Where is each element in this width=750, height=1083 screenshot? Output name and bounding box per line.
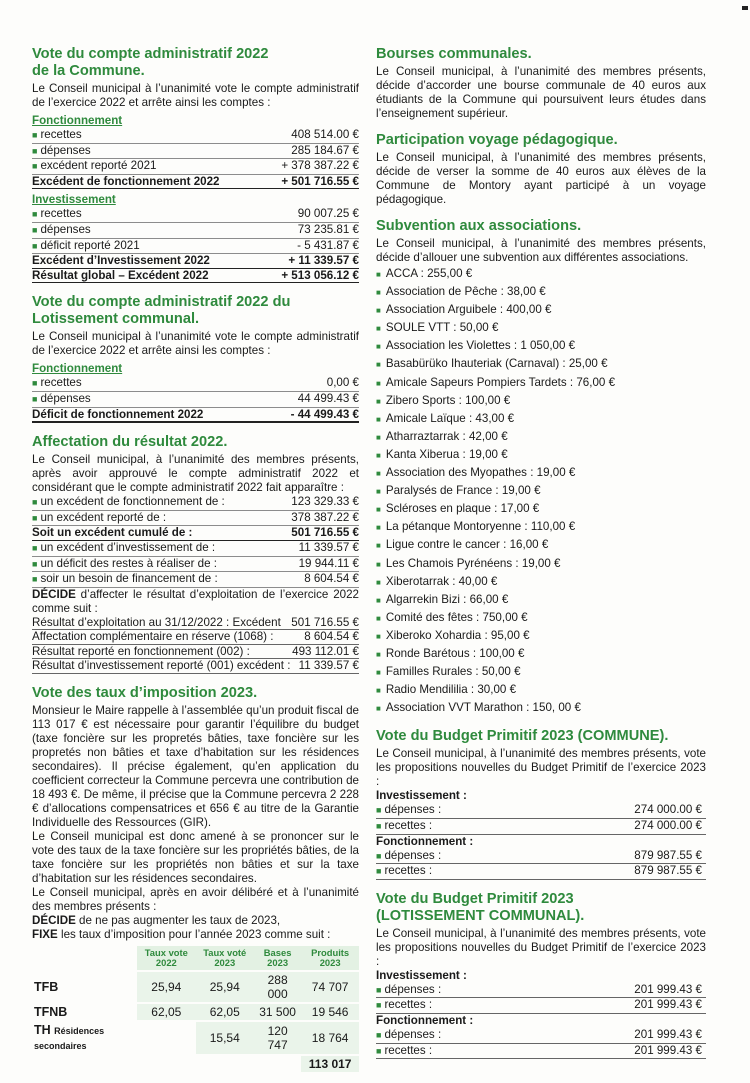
header-taux-2022: Taux vote 2022 <box>137 946 195 971</box>
label-fonctionnement: Fonctionnement : <box>376 834 474 848</box>
square-bullet-icon: ■ <box>376 866 382 877</box>
section-ca-commune <box>32 46 359 283</box>
right-column <box>376 46 706 1070</box>
square-bullet-icon: ■ <box>32 209 38 220</box>
row-value: - 5 431.87 € <box>297 238 359 252</box>
table-row <box>32 207 359 223</box>
taux-paragraph-1: Monsieur le Maire rappelle à l’assemblée qu’un produit fiscal de 113 017 € est nécessaire pour garantir l’équilibre du budget (taxe foncière sur les propretés bâties, taxe foncière sur les propretés non bâties et taxe d’habitation sur les résidences secondaires). Il précise également, qu’en application du coefficient correcteur la Commune percevra une contribution de 18 493 €. De même, il précise que la Commune percevra 2 228 € d’allocations compensatrices et 656 € au titre de la Garantie Individuelle des Ressources (GIR). <box>32 704 359 830</box>
section-title: Vote du compte administratif 2022 du Lotissement communal. <box>32 294 291 328</box>
tax-code: TH <box>34 1023 51 1038</box>
invest-total: Excédent d’Investissement 2022 + 11 339.57 € <box>32 254 359 268</box>
label-fonctionnement: Fonctionnement : <box>376 1013 474 1027</box>
empty-cell <box>137 1055 195 1072</box>
association-text: Ligue contre le cancer : 16,00 € <box>385 538 549 552</box>
list-item <box>376 681 706 699</box>
table-cell: 18 764 <box>301 1021 359 1055</box>
row-value: 90 007.25 € <box>297 207 359 221</box>
row-value: 408 514.00 € <box>291 128 359 141</box>
association-text: Comité des fêtes : 750,00 € <box>385 610 528 624</box>
subheading-fonctionnement: Fonctionnement <box>32 362 123 376</box>
square-bullet-icon: ■ <box>32 224 38 235</box>
row-value: 201 999.43 € <box>634 1043 702 1057</box>
row-value: 879 987.55 € <box>634 848 702 862</box>
table-row <box>32 239 359 255</box>
table-cell: 25,94 <box>196 971 254 1003</box>
row-label <box>32 239 140 254</box>
association-text: Les Chamois Pyrénéens : 19,00 € <box>385 556 561 570</box>
row-label <box>32 207 82 222</box>
list-item <box>376 663 706 681</box>
row-value: 285 184.67 € <box>291 143 359 157</box>
table-row <box>32 495 359 511</box>
row-label <box>32 572 218 587</box>
square-bullet-icon: ■ <box>376 414 381 424</box>
section-title: Affectation du résultat 2022. <box>32 434 228 451</box>
header-produits-2023: Produits 2023 <box>301 946 359 971</box>
list-item <box>376 428 706 446</box>
row-label-text: un excédent de fonctionnement de : <box>40 495 225 509</box>
row-label: Résultat reporté en fonctionnement (002) : <box>32 644 250 658</box>
section-title: Bourses communales. <box>376 46 532 62</box>
table-cell: 19 546 <box>301 1003 359 1021</box>
table-row <box>32 645 359 660</box>
list-item <box>376 446 706 464</box>
row-label-text: dépenses : <box>384 803 442 817</box>
square-bullet-icon: ■ <box>376 984 382 995</box>
row-label-text: soir un besoin de financement de : <box>40 572 218 586</box>
table-cell: 62,05 <box>196 1003 254 1021</box>
association-text: Amicale Sapeurs Pompiers Tardets : 76,00 € <box>385 375 616 389</box>
invest-rows <box>32 207 359 254</box>
square-bullet-icon: ■ <box>376 686 381 696</box>
square-bullet-icon: ■ <box>376 306 381 316</box>
association-text: Xiberoko Xohardia : 95,00 € <box>385 628 530 642</box>
table-cell: 120 747 <box>254 1021 301 1055</box>
square-bullet-icon: ■ <box>376 505 381 515</box>
fonct-rows <box>32 128 359 175</box>
square-bullet-icon: ■ <box>376 288 381 298</box>
row-value: 274 000.00 € <box>634 803 702 817</box>
row-label-text: recettes : <box>384 1043 433 1057</box>
row-label-text: dépenses <box>40 222 91 236</box>
table-row <box>32 159 359 175</box>
association-text: Association des Myopathes : 19,00 € <box>385 466 576 480</box>
row-label-text: recettes <box>40 128 82 141</box>
section-title: Subvention aux associations. <box>376 218 582 234</box>
row-label <box>376 803 441 818</box>
association-text: Paralysés de France : 19,00 € <box>385 484 541 498</box>
affect-rows-2 <box>32 541 359 588</box>
table-row <box>376 864 706 880</box>
header-blank <box>32 946 137 971</box>
taux-paragraph-3: Le Conseil municipal, après en avoir délibéré et à l’unanimité des membres présents : <box>32 886 359 914</box>
global-total: Résultat global – Excédent 2022 + 513 056.12 € <box>32 268 359 282</box>
row-label <box>32 159 156 174</box>
square-bullet-icon: ■ <box>376 1045 382 1056</box>
list-item <box>376 699 706 717</box>
fonct-total: Excédent de fonctionnement 2022 + 501 716.55 € <box>32 174 359 188</box>
square-bullet-icon: ■ <box>32 161 38 172</box>
taux-table-body <box>32 971 359 1072</box>
row-value: 11 339.57 € <box>298 659 359 673</box>
square-bullet-icon: ■ <box>376 360 381 370</box>
section-affectation <box>32 434 359 674</box>
row-value: 201 999.43 € <box>634 998 702 1012</box>
square-bullet-icon: ■ <box>376 820 382 831</box>
section-text: Le Conseil municipal, à l’unanimité des membres présents, décide de verser la somme de 40 euros aux élèves de la Commune de Montory ayant participé à un voyage pédagogique. <box>376 151 706 206</box>
square-bullet-icon: ■ <box>376 704 381 714</box>
row-value: 493 112.01 € <box>292 644 359 658</box>
row-label-text: dépenses : <box>384 848 442 862</box>
association-text: Algarrekin Bizi : 66,00 € <box>385 592 509 606</box>
square-bullet-icon: ■ <box>376 631 381 641</box>
row-label-text: recettes <box>40 207 82 221</box>
tax-sub: Résidences secondaires <box>34 1026 105 1052</box>
square-bullet-icon: ■ <box>32 145 38 156</box>
row-label-text: dépenses <box>40 143 91 157</box>
section-title: Vote du Budget Primitif 2023 (COMMUNE). <box>376 728 669 745</box>
table-row <box>32 144 359 160</box>
square-bullet-icon: ■ <box>376 649 381 659</box>
row-label: Résultat d’exploitation au 31/12/2022 : Excédent <box>32 615 281 629</box>
square-bullet-icon: ■ <box>376 1000 382 1011</box>
list-item <box>376 337 706 355</box>
row-value: + 378 387.22 € <box>281 159 359 173</box>
row-label <box>376 998 432 1013</box>
section-title: Vote du compte administratif 2022 de la Commune. <box>32 46 269 79</box>
subheading-investissement: Investissement <box>32 193 116 207</box>
row-label-text: déficit reporté 2021 <box>40 238 140 252</box>
total-row <box>32 1055 359 1072</box>
list-item <box>376 374 706 392</box>
row-label-text: recettes : <box>384 998 433 1012</box>
association-list <box>376 265 706 717</box>
intro-text: Le Conseil municipal à l’unanimité vote le compte administratif de l’exercice 2022 et arrête ainsi les comptes : <box>32 330 359 358</box>
square-bullet-icon: ■ <box>32 130 38 140</box>
fixe-text: FIXE les taux d’imposition pour l’année 2023 comme suit : <box>32 928 331 942</box>
list-item <box>376 355 706 373</box>
list-item <box>376 392 706 410</box>
empty-cell <box>32 1055 137 1072</box>
row-label <box>32 557 217 572</box>
intro-text: Le Conseil municipal, à l’unanimité des membres présents, après avoir approuvé le compte administratif 2022 et considérant que le compte administratif 2022 fait apparaître : <box>32 453 359 495</box>
section-title: Participation voyage pédagogique. <box>376 132 618 148</box>
list-item <box>376 573 706 591</box>
association-text: Kanta Xiberua : 19,00 € <box>385 447 508 461</box>
association-text: Xiberotarrak : 40,00 € <box>385 574 498 588</box>
association-text: Association Arguibele : 400,00 € <box>385 303 552 317</box>
table-cell: 25,94 <box>137 971 195 1003</box>
row-label <box>32 376 82 391</box>
square-bullet-icon: ■ <box>376 523 381 533</box>
table-row <box>32 971 359 1003</box>
list-item <box>376 301 706 319</box>
section-bp-lotissement <box>376 891 706 1059</box>
empty-cell <box>196 1055 254 1072</box>
tax-code: TFNB <box>34 1005 68 1020</box>
table-row <box>376 983 706 999</box>
square-bullet-icon: ■ <box>32 574 38 585</box>
row-label-text: recettes <box>40 376 82 390</box>
square-bullet-icon: ■ <box>32 393 38 404</box>
list-item <box>376 410 706 428</box>
row-label: Affectation complémentaire en réserve (1068) : <box>32 630 274 644</box>
table-cell <box>137 1021 195 1055</box>
table-row <box>32 541 359 557</box>
empty-cell <box>254 1055 301 1072</box>
row-label <box>32 1003 137 1021</box>
row-value: 8 604.54 € <box>304 572 359 586</box>
row-value: 378 387.22 € <box>291 510 359 524</box>
association-text: Association VVT Marathon : 150, 00 € <box>385 701 581 715</box>
row-value: 123 329.33 € <box>291 495 359 509</box>
bpl-fonct-rows <box>376 1028 706 1059</box>
row-label-text: dépenses <box>40 391 91 405</box>
row-label <box>32 971 137 1003</box>
square-bullet-icon: ■ <box>376 850 382 861</box>
table-row <box>32 392 359 408</box>
square-bullet-icon: ■ <box>32 512 38 523</box>
row-label: Résultat d’investissement reporté (001) excédent : <box>32 659 291 673</box>
table-cell: 288 000 <box>254 971 301 1003</box>
square-bullet-icon: ■ <box>376 805 382 816</box>
table-row <box>376 998 706 1014</box>
square-bullet-icon: ■ <box>376 1029 382 1040</box>
table-row <box>376 803 706 819</box>
table-row <box>32 659 359 674</box>
section-text: Le Conseil municipal, à l’unanimité des membres présents, vote les propositions nouvelles du Budget Primitif de l’exercice 2023 : <box>376 747 706 789</box>
row-label-text: excédent reporté 2021 <box>40 159 157 173</box>
list-item <box>376 536 706 554</box>
list-item <box>376 518 706 536</box>
square-bullet-icon: ■ <box>376 595 381 605</box>
association-text: La pétanque Montoryenne : 110,00 € <box>385 520 576 534</box>
row-label <box>32 144 91 159</box>
association-text: Ronde Barétous : 100,00 € <box>385 646 525 660</box>
square-bullet-icon: ■ <box>376 487 381 497</box>
bp-fonct-rows <box>376 849 706 880</box>
list-item <box>376 464 706 482</box>
row-value: 0,00 € <box>326 376 359 390</box>
table-row <box>376 1028 706 1044</box>
taux-paragraph-2: Le Conseil municipal est donc amené à se prononcer sur le vote des taux de la taxe foncière sur les propriétés bâties, de la taxe foncière sur les propriétés non bâties et sur la taxe d’habitation sur les résidences secondaires. <box>32 830 359 886</box>
table-row <box>376 819 706 835</box>
association-text: Association les Violettes : 1 050,00 € <box>385 339 576 353</box>
table-row <box>376 1044 706 1060</box>
square-bullet-icon: ■ <box>376 450 381 460</box>
table-row <box>32 630 359 645</box>
association-text: Familles Rurales : 50,00 € <box>385 665 521 679</box>
list-item <box>376 265 706 283</box>
header-taux-2023: Taux voté 2023 <box>196 946 254 971</box>
bpl-invest-rows <box>376 983 706 1014</box>
section-bp-commune <box>376 728 706 879</box>
label-investissement: Investissement : <box>376 789 467 803</box>
row-value: 19 944.11 € <box>298 556 359 570</box>
association-text: Radio Mendililia : 30,00 € <box>385 683 517 697</box>
row-label-text: dépenses : <box>384 1027 442 1041</box>
square-bullet-icon: ■ <box>32 240 38 251</box>
taux-table <box>32 946 359 1072</box>
square-bullet-icon: ■ <box>376 432 381 442</box>
row-value: 73 235.81 € <box>297 222 359 236</box>
row-label <box>376 864 432 879</box>
table-row <box>32 616 359 631</box>
affect-lines <box>32 616 359 674</box>
lot-total: Déficit de fonctionnement 2022 - 44 499.43 € <box>32 408 359 424</box>
association-text: ACCA : 255,00 € <box>385 267 473 280</box>
square-bullet-icon: ■ <box>376 396 381 406</box>
row-label <box>376 1044 432 1059</box>
section-text: Le Conseil municipal, à l’unanimité des membres présents, décide d’allouer une subvention aux différentes associations. <box>376 237 706 264</box>
square-bullet-icon: ■ <box>376 613 381 623</box>
association-text: Association de Pêche : 38,00 € <box>385 285 546 299</box>
square-bullet-icon: ■ <box>376 270 381 279</box>
list-item <box>376 319 706 337</box>
table-cell: 15,54 <box>196 1021 254 1055</box>
square-bullet-icon: ■ <box>32 497 38 508</box>
square-bullet-icon: ■ <box>32 378 38 389</box>
lot-rows <box>32 376 359 407</box>
square-bullet-icon: ■ <box>376 378 381 388</box>
section-title: Vote du Budget Primitif 2023 (LOTISSEMENT COMMUNAL). <box>376 890 585 924</box>
row-label <box>32 392 91 407</box>
list-item <box>376 609 706 627</box>
list-item <box>376 627 706 645</box>
row-label <box>376 1028 441 1043</box>
section-text: Le Conseil municipal, à l’unanimité des membres présents, décide d’accorder une bourse communale de 40 euros aux étudiants de la Commune qui poursuivent leurs études dans l’enseignement supérieur. <box>376 65 706 120</box>
row-label-text: recettes : <box>384 818 433 832</box>
square-bullet-icon: ■ <box>376 324 381 334</box>
square-bullet-icon: ■ <box>376 577 381 587</box>
row-label-text: un excédent reporté de : <box>40 510 167 524</box>
row-label <box>32 1021 137 1055</box>
association-text: Basabürüko Ihauteriak (Carnaval) : 25,00 € <box>385 357 608 371</box>
table-row <box>376 849 706 865</box>
section-voyage <box>376 132 706 207</box>
association-text: SOULE VTT : 50,00 € <box>385 321 499 335</box>
table-row <box>32 128 359 144</box>
table-row <box>32 223 359 239</box>
affect-rows-1 <box>32 495 359 526</box>
row-label-text: un excédent d’investissement de : <box>40 540 216 554</box>
section-subventions <box>376 218 706 717</box>
section-taux <box>32 685 359 1072</box>
section-text: Le Conseil municipal, à l’unanimité des membres présents, vote les propositions nouvelles du Budget Primitif de l’exercice 2023 : <box>376 926 706 968</box>
row-label <box>32 223 91 238</box>
row-value: 8 604.54 € <box>304 630 359 644</box>
table-row <box>32 1021 359 1055</box>
bp-invest-rows <box>376 803 706 834</box>
list-item <box>376 591 706 609</box>
row-label <box>376 819 432 834</box>
section-ca-lotissement <box>32 294 359 423</box>
row-value: 201 999.43 € <box>634 982 702 996</box>
row-label <box>32 541 215 556</box>
row-value: 201 999.43 € <box>634 1027 702 1041</box>
association-text: Scléroses en plaque : 17,00 € <box>385 502 540 516</box>
table-row <box>32 557 359 573</box>
association-text: Amicale Laïque : 43,00 € <box>385 411 515 425</box>
section-bourses <box>376 46 706 121</box>
corner-mark <box>742 6 748 10</box>
table-cell: 74 707 <box>301 971 359 1003</box>
square-bullet-icon: ■ <box>376 541 381 551</box>
header-bases-2023: Bases 2023 <box>254 946 301 971</box>
table-cell: 62,05 <box>137 1003 195 1021</box>
row-value: 879 987.55 € <box>634 864 702 878</box>
square-bullet-icon: ■ <box>32 542 38 553</box>
row-label-text: un déficit des restes à réaliser de : <box>40 556 218 570</box>
cumul-row: Soit un excédent cumulé de : 501 716.55 € <box>32 526 359 540</box>
label-investissement: Investissement : <box>376 968 467 982</box>
row-value: 274 000.00 € <box>634 818 702 832</box>
row-value: 11 339.57 € <box>298 540 359 554</box>
intro-text: Le Conseil municipal à l’unanimité vote le compte administratif de l’exercice 2022 et arrête ainsi les comptes : <box>32 82 359 109</box>
list-item <box>376 500 706 518</box>
list-item <box>376 645 706 663</box>
tax-code: TFB <box>34 980 59 995</box>
table-row <box>32 1003 359 1021</box>
association-text: Atharraztarrak : 42,00 € <box>385 429 508 443</box>
total-cell: 113 017 <box>301 1055 359 1072</box>
left-column <box>32 46 359 1083</box>
row-label <box>32 128 82 143</box>
row-value: 501 716.55 € <box>291 615 359 629</box>
list-item <box>376 555 706 573</box>
table-cell: 31 500 <box>254 1003 301 1021</box>
table-row <box>32 511 359 527</box>
square-bullet-icon: ■ <box>376 559 381 569</box>
square-bullet-icon: ■ <box>376 342 381 352</box>
square-bullet-icon: ■ <box>376 469 381 479</box>
row-label-text: dépenses : <box>384 982 442 996</box>
section-title: Vote des taux d’imposition 2023. <box>32 685 258 702</box>
subheading-fonctionnement: Fonctionnement <box>32 114 123 127</box>
table-row <box>32 572 359 588</box>
table-row <box>32 376 359 392</box>
row-label <box>32 511 166 526</box>
row-value: 44 499.43 € <box>297 391 359 405</box>
row-label <box>376 849 441 864</box>
square-bullet-icon: ■ <box>32 558 38 569</box>
square-bullet-icon: ■ <box>376 668 381 678</box>
row-label <box>32 495 225 510</box>
row-label-text: recettes : <box>384 864 433 878</box>
list-item <box>376 482 706 500</box>
list-item <box>376 283 706 301</box>
decide-text: DÉCIDE d’affecter le résultat d’exploitation de l’exercice 2022 comme suit : <box>32 587 359 615</box>
association-text: Zibero Sports : 100,00 € <box>385 393 511 407</box>
row-label <box>376 983 441 998</box>
decide-text: DÉCIDE de ne pas augmenter les taux de 2023, <box>32 914 281 928</box>
